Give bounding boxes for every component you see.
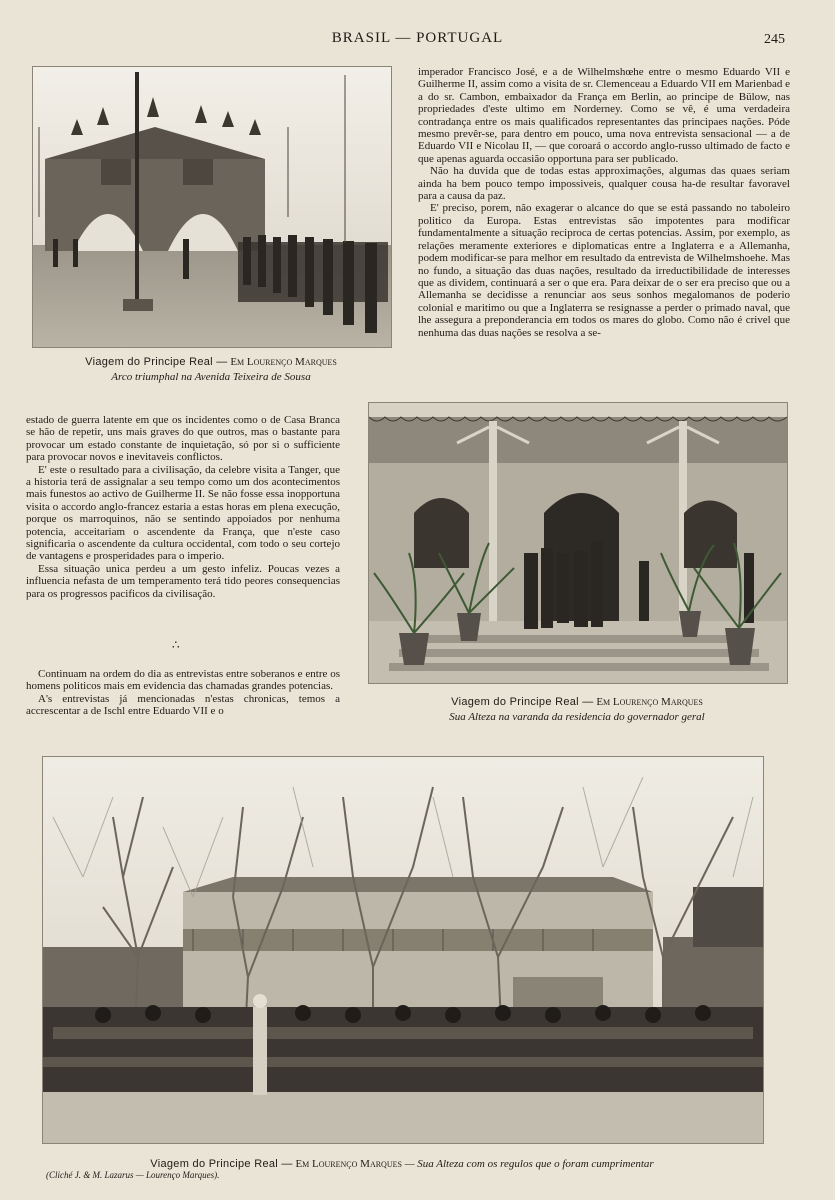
section-ornament: ∴ (172, 638, 182, 652)
paragraph: E' este o resultado para a civilisação, da celebre visita a Tanger, que a historia terá de assignalar a seu tempo como um dos acontecimentos mais funestos ao activo de Guilherme II. Se não fosse essa inopportuna visita o accordo anglo-francez estaria a estas horas em plena execução, porque os marroquinos, não se sentindo appoiados por nenhuma potencia, acceitariam o ascendente da França, que n'este caso significaria o ascendente da cultura occidental, com todo o seu cortejo de vantagens e prosperidades para o imperio. (26, 463, 340, 563)
caption-regulos-place: Em Lourenço Marques (295, 1158, 402, 1170)
page-header (0, 30, 835, 52)
article-right-column (418, 66, 790, 339)
caption-arch-sub: Arco triumphal na Avenida Teixeira de Sousa (111, 371, 311, 383)
caption-veranda (368, 695, 786, 725)
regulos-image (43, 757, 763, 1143)
caption-regulos-main: Viagem do Principe Real — (150, 1158, 293, 1170)
caption-regulos-sub: — Sua Alteza com os regulos que o foram cumprimentar (404, 1158, 654, 1170)
paragraph: estado de guerra latente em que os incidentes como o de Casa Branca se hão de repetir, uns mais graves do que outros, mas o bastante para provocar um estado constante de inquietação, só por si o sufficiente para provocar novos e inevitaveis conflictos. (26, 414, 340, 464)
article-left-column (26, 414, 340, 600)
caption-arch-main: Viagem do Principe Real — (85, 356, 228, 368)
photo-veranda (368, 402, 788, 684)
caption-arch-place: Em Lourenço Marques (230, 356, 337, 368)
photo-regulos (42, 756, 764, 1144)
paragraph: Não ha duvida que de todas estas approximações, algumas das quaes seriam ainda ha bem pouco tempo impossiveis, qualquer cousa ha-de resultar favoravel para a causa da paz. (418, 165, 790, 203)
paragraph: E' preciso, porem, não exagerar o alcance do que se está passando no taboleiro politico da Europa. Estas entrevistas são impotentes para modificar fundamentalmente a situação reciproca de certas potencias. Assim, por exemplo, as relações meramente exteriores e diplomaticas entre a Inglaterra e a Allemanha, podem modificar-se para melhor em resultado da entrevista de Wilhelmshoehe. Mas no fundo, a situação das duas nações, resultado da irreductibilidade de interesses que as dividem, continuará a ser o que era. Para deixar de o ser era preciso que ou a Allemanha se decidisse a renunciar aos seus sonhos megalomanos de poderio colonial e maritimo ou que a Inglaterra se resignasse a perder o primado naval, que lhe assegura a preponderancia em todos os mares do globo. Como não é crivel que nenhuma das duas nações se resolva a se- (418, 202, 790, 339)
article-left-column-continued (26, 668, 340, 718)
photo-credit: (Cliché J. & M. Lazarus — Lourenço Marques). (46, 1170, 220, 1180)
paragraph: Essa situação unica perdeu a um gesto infeliz. Poucas vezes a influencia nefasta de um temperamento terá tido peores consequencias para os progressos pacificos da civilisação. (26, 562, 340, 600)
photo-triumphal-arch (32, 66, 392, 348)
page-number: 245 (764, 32, 785, 47)
caption-veranda-main: Viagem do Principe Real — (451, 696, 594, 708)
caption-veranda-sub: Sua Alteza na varanda da residencia do governador geral (449, 711, 705, 723)
paragraph: A's entrevistas já mencionadas n'estas chronicas, temos a accrescentar a de Ischl entre Eduardo VII e o (26, 692, 340, 718)
running-title: BRASIL — PORTUGAL (331, 30, 504, 46)
caption-triumphal-arch (32, 355, 390, 385)
caption-veranda-place: Em Lourenço Marques (596, 696, 703, 708)
triumphal-arch-image (33, 67, 391, 347)
paragraph: imperador Francisco José, e a de Wilhelmshœhe entre o mesmo Eduardo VII e Guilherme II, assim como a visita de sr. Clemenceau a Eduardo VII em Marienbad e a do sr. Cambon, embaixador da França em Berlin, ao principe de Bülow, nas propriedades d'este ultimo em Norderney. Como se vê, é uma verdadeira contradança entre os mais qualificados representantes das principaes nações. Póde mesmo prevêr-se, para dentro em pouco, uma nova entrevista sensacional — a de Eduardo VII e Nicolau II, — que coroará o accordo anglo-russo ultimado de facto e que apenas aguarda occasião opportuna para ser publicado. (418, 66, 790, 165)
paragraph: Continuam na ordem do dia as entrevistas entre soberanos e entre os homens politicos mais em evidencia das chamadas grandes potencias. (26, 668, 340, 693)
veranda-image (369, 403, 787, 683)
